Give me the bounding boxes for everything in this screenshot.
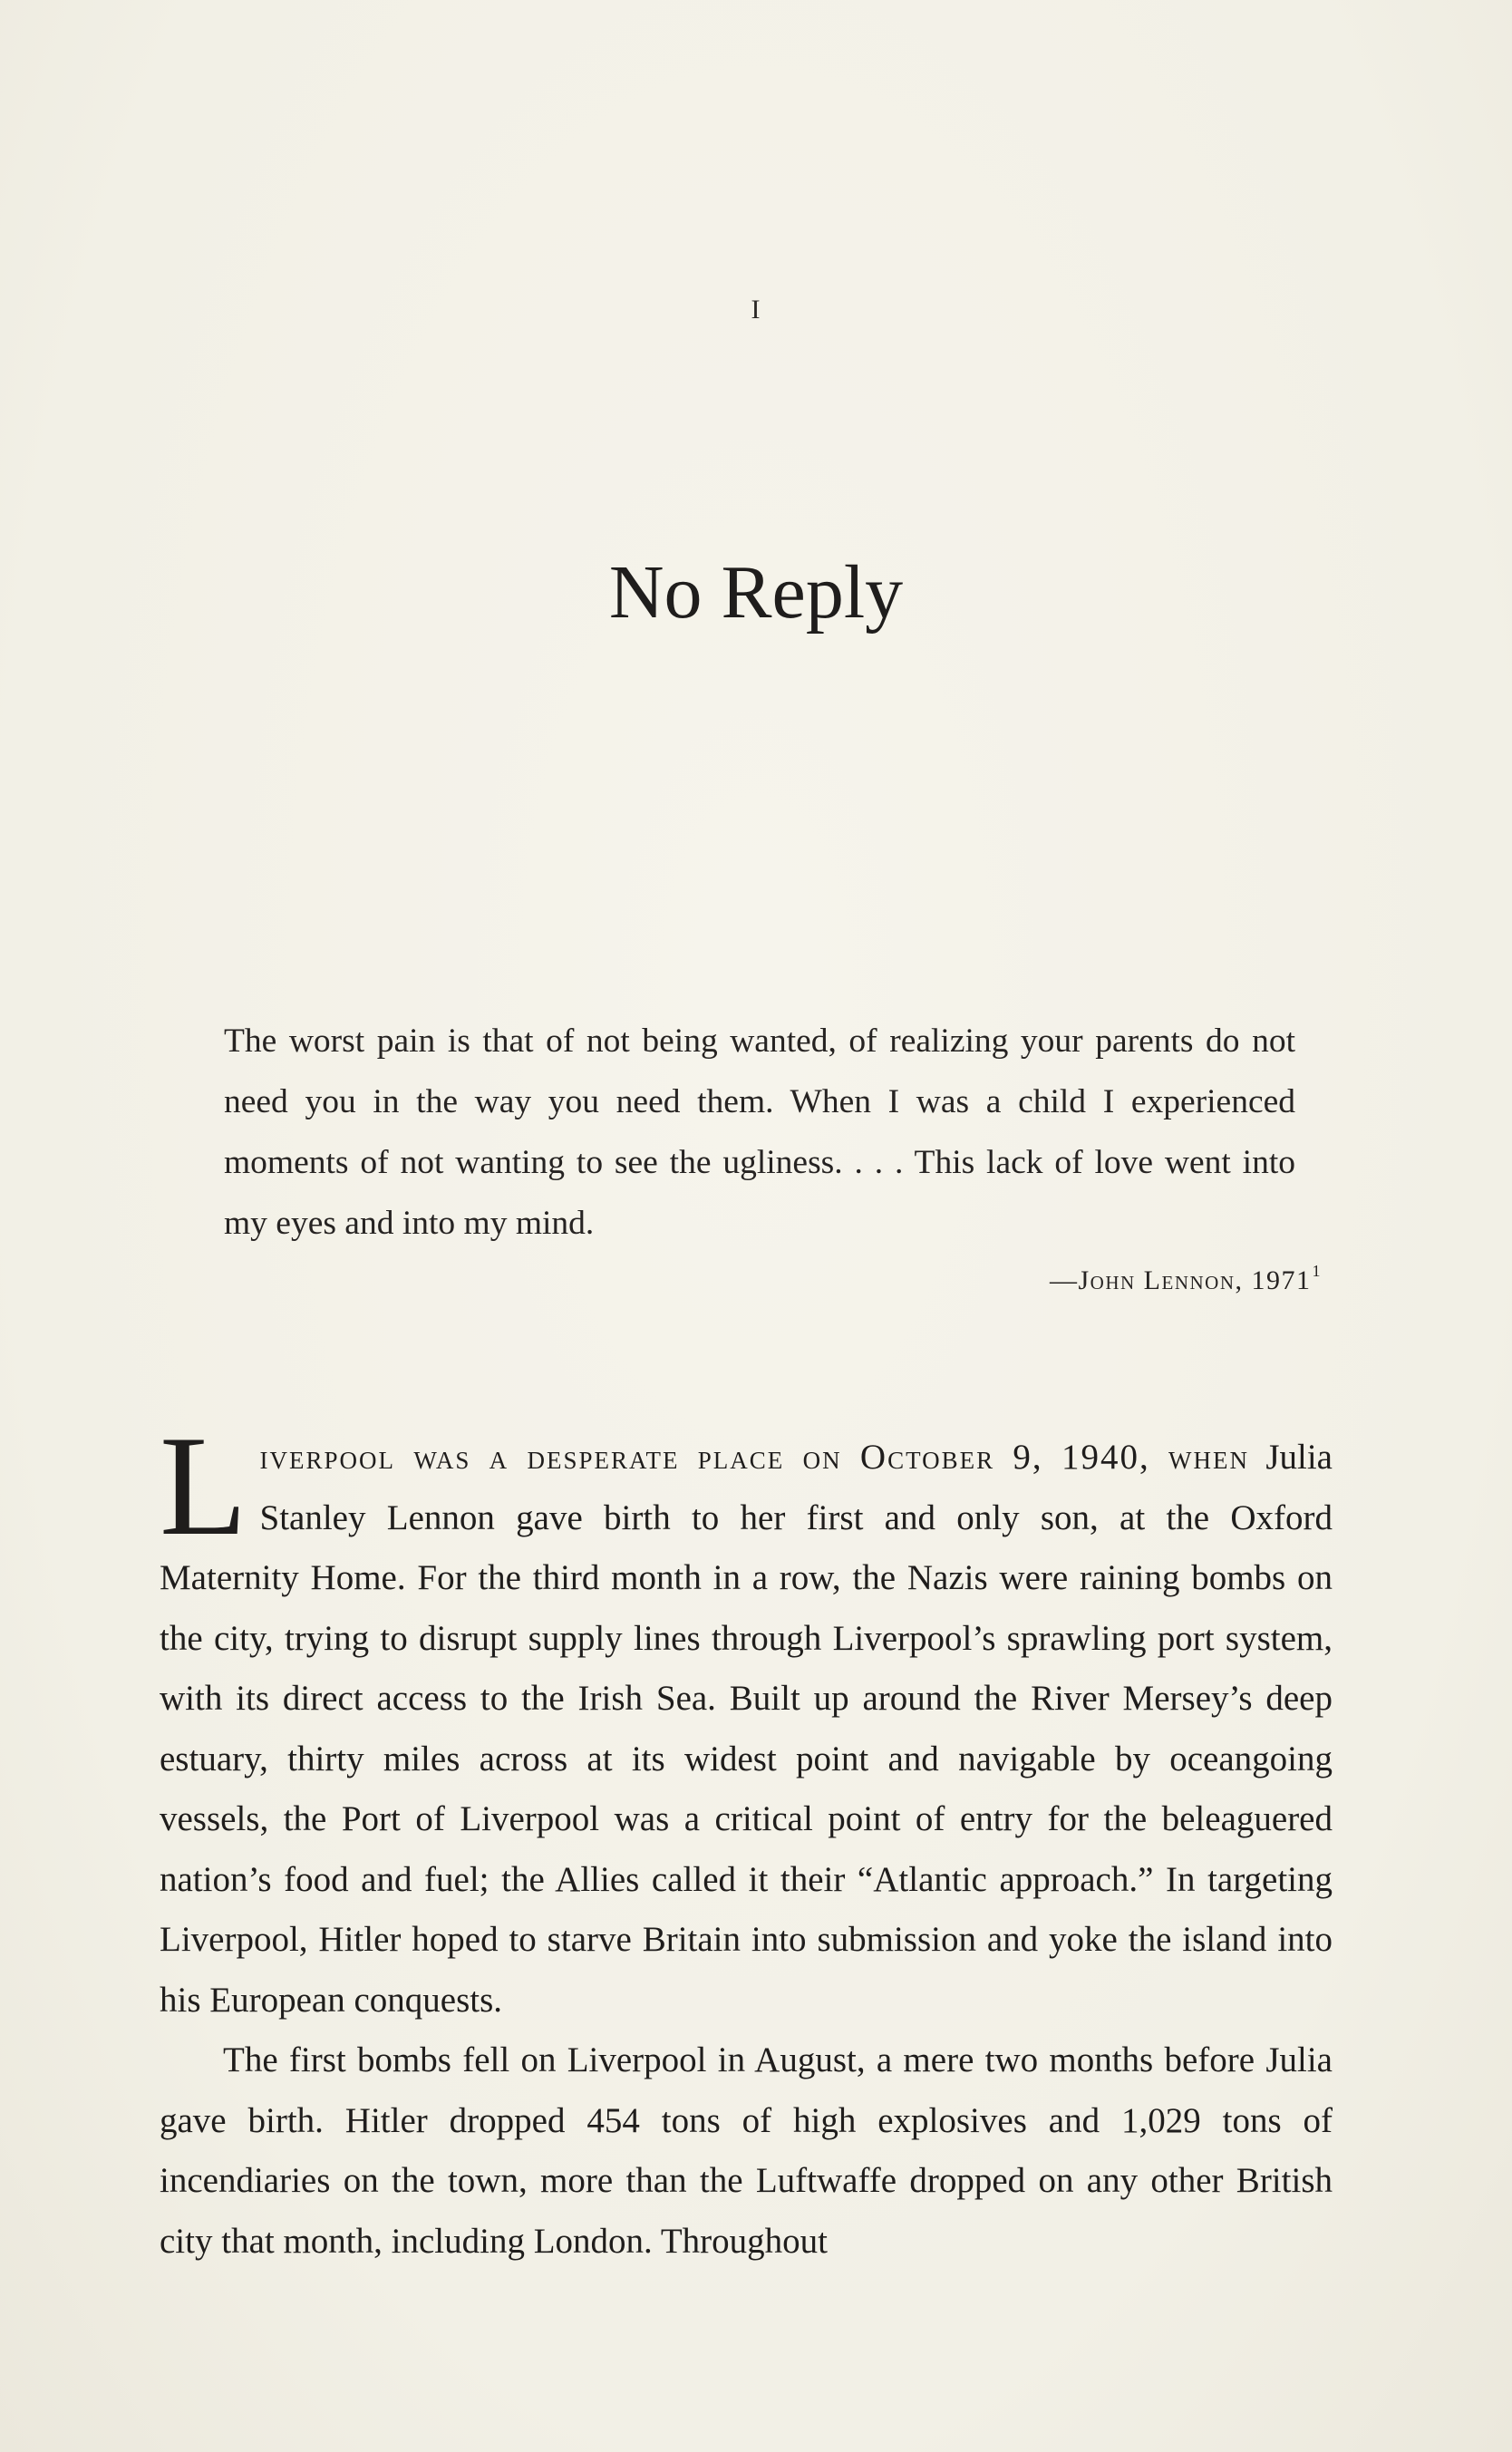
chapter-body xyxy=(160,1407,1333,2272)
chapter-title: No Reply xyxy=(608,550,904,635)
chapter-number: I xyxy=(751,295,761,325)
drop-cap: L xyxy=(160,1407,247,1565)
body-paragraph-2: The first bombs fell on Liverpool in August, a mere two months before Julia gave birth. Hitler dropped 454 tons of high explosives and 1,029 tons of incendiaries on the town, more than the Luftwaffe dropped on any other British city that month, including London. Throughout xyxy=(160,2040,1333,2261)
epigraph-quote: The worst pain is that of not being wanted, of realizing your parents do not need you in the way you need them. When I was a child I experienced moments of not wanting to see the ugliness. . . . This lack of love went into my eyes and into my mind. xyxy=(224,1022,1295,1242)
paragraph-1-text: Julia Stanley Lennon gave birth to her first and only son, at the Oxford Maternity Home. For the third month in a row, the Nazis were raining bombs on the city, trying to disrupt supply lines through Liverpool’s sprawling port system, with its direct access to the Irish Sea. Built up around the River Mersey’s deep estuary, thirty miles across at its widest point and navigable by oceangoing vessels, the Port of Liverpool was a critical point of entry for the beleaguered nation’s food and fuel; the Allies called it their “Atlantic approach.” In targeting Liverpool, Hitler hoped to starve Britain into submission and yoke the island into his European conquests. xyxy=(160,1438,1333,2020)
attribution-name: John Lennon, 1971 xyxy=(1078,1265,1312,1295)
attribution-dash: — xyxy=(1050,1265,1079,1295)
footnote-marker: 1 xyxy=(1312,1262,1322,1280)
epigraph-attribution xyxy=(1050,1262,1322,1296)
body-paragraph-1 xyxy=(160,1407,1333,2030)
small-caps-lead-in: iverpool was a desperate place on October 9, 1940, when xyxy=(259,1438,1250,1477)
